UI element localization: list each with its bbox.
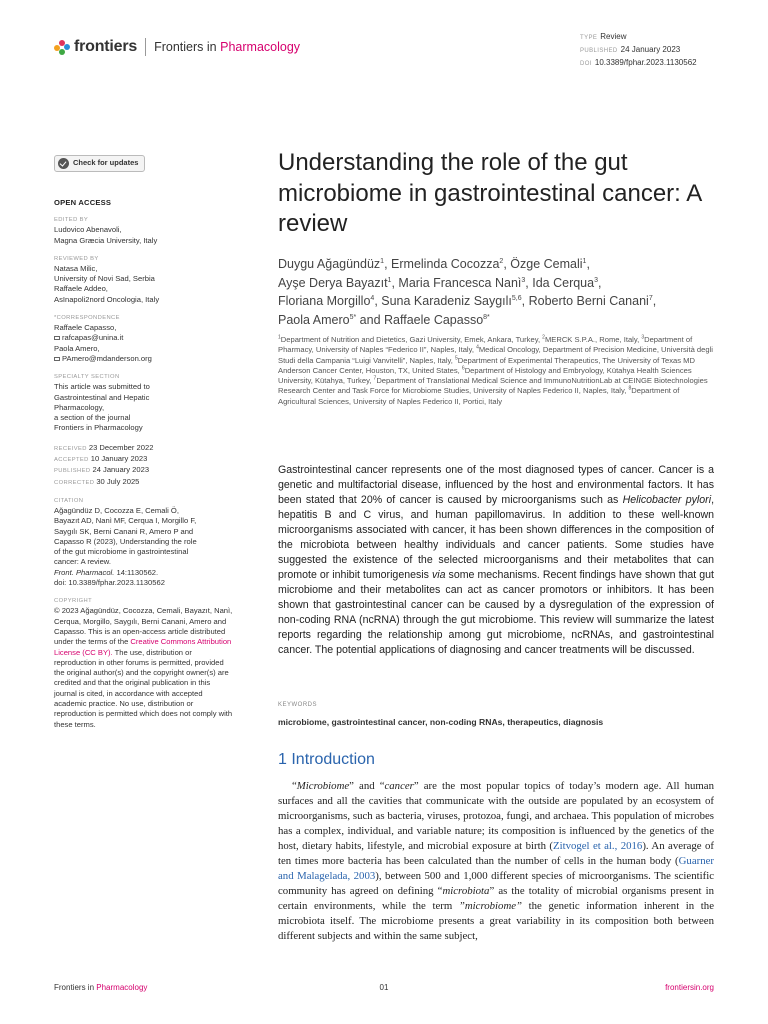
brand-divider [145,38,146,56]
keywords-label: KEYWORDS [278,702,318,708]
author[interactable]: Paola Amero$^{5*}$ [278,312,357,327]
page-number: 01 [379,983,389,992]
email-link-2[interactable]: PAmero@mdanderson.org [62,353,152,363]
introduction-text: “Microbiome” and “cancer” are the most popular topics of today’s modern age. All human surfaces and all the cavities that communicate with the outside are populated by an ecosystem of microorganisms, such as bacteria, viruses, protozoa, fungi, and archaea. This population of microbes has a complex, individual, and variable nature; its composition is influenced by the genetics of the host, dietary habits, lifestyle, and microbial exposure at birth (Zitvogel et al., 2016). An average of ten times more bacteria has been calculated than the number of cells in the human body (Guarner and Malagelada, 2003), between 500 and 1,000 different species of microorganisms. The scientific community has agreed on defining “microbiota” as the totality of microbial organisms present in certain environments, while the term ”microbiome” the genetic information inherent in the microbiota itself. The microbiome presents a great variability in its composition both between different subjects and within the same subject, [278,780,714,942]
author[interactable]: Maria Francesca Nanì$^3$ [398,275,526,290]
copyright: COPYRIGHT © 2023 Ağagündüz, Cocozza, Cemali, Bayazıt, Nanì, Cerqua, Morgillo, Saygılı, Berni Canani, Amero and Capasso. This is an open-access article distributed under the terms of the Creative Commons Attribution License (CC BY). The use, distribution or reproduction in other forums is permitted, provided the original author(s) and the copyright owner(s) are credited and that the original publication in this journal is cited, in accordance with accepted academic practice. No use, distribution or reproduction is permitted which does not comply with these terms. [54,598,233,729]
article-title: Understanding the role of the gut microbiome in gastrointestinal cancer: A review [278,149,701,237]
specialty-section: SPECIALTY SECTION This article was submitted to Gastrointestinal and Hepatic Pharmacology, a section of the journal Frontiers in Pharmacology [54,374,150,433]
article-sidebar [54,155,234,739]
mail-icon [54,357,60,361]
check-icon [58,158,69,169]
affiliations: $^1$Department of Nutrition and Dietetics, Gazi University, Emek, Ankara, Turkey, $^2$MERCK S.P.A., Rome, Italy, $^3$Department of Pharmacy, University of Naples “Federico II”, Naples, Italy, $^4$Medical Oncology, Department of Precision Medicine, Università degli Studi della Campania “Luigi Vanvitelli”, Naples, Italy, $^5$Department of Experimental Therapeutics, The University of Texas MD Anderson Cancer Center, Houston, TX, United States, $^6$Department of Histology and Embryology, Kütahya Health Sciences University, Kütahya, Turkey, $^7$Department of Translational Medical Science and ImmunoNutritionLab at CEINGE Biotechnologies Research Center and Task Force for Microbiome Studies, University of Naples Federico II, Naples, Italy, $^8$Department of Agricultural Sciences, University of Naples Federico II, Portici, Italy [278,334,713,406]
cc-by-license-link[interactable]: Creative Commons Attribution License (CC BY). [54,637,232,657]
reference-link[interactable]: Zitvogel et al., 2016 [552,840,643,852]
author-list: Duygu Ağagündüz$^1$, Ermelinda Cocozza$^2$, Özge Cemali$^1$, Ayşe Derya Bayazıt$^1$, Maria Francesca Nanì$^3$, Ida Cerqua$^3$, Floriana Morgillo$^4$, Suna Karadeniz Saygılı$^{5,6}$, Roberto Berni Canani$^7$, Paola Amero$^{5*}$ and Raffaele Capasso$^{8*}$ [278,257,657,327]
reviewed-by: REVIEWED BY Natasa Milic, University of Novi Sad, Serbia Raffaele Addeo, AsInapoli2nord Oncologia, Italy [54,255,160,304]
author[interactable]: Floriana Morgillo$^4$ [278,294,375,308]
author[interactable]: Özge Cemali$^1$ [510,257,587,271]
keywords: microbiome, gastrointestinal cancer, non-coding RNAs, therapeutics, diagnosis [278,717,604,727]
frontiers-logo-icon [54,39,70,55]
author[interactable]: Duygu Ağagündüz$^1$ [278,257,385,271]
author[interactable]: Ida Cerqua$^3$ [532,275,598,290]
article-dates: RECEIVED 23 December 2022 ACCEPTED 10 January 2023 PUBLISHED 24 January 2023 CORRECTED 30 July 2025 [54,442,154,486]
open-access-label: OPEN ACCESS [54,198,112,207]
correspondence: *CORRESPONDENCE Raffaele Capasso, rafcapas@unina.it Paola Amero, PAmero@mdanderson.org [54,315,152,363]
citation: CITATION Ağagündüz D, Cocozza E, Cemali Ö, Bayazıt AD, Nanì MF, Cerqua I, Morgillo F, Saygılı SK, Berni Canani R, Amero P and Capasso R (2023), Understanding the role of the gut microbiome in gastrointestinal cancer: A review. Front. Pharmacol. 14:1130562. doi: 10.3389/fphar.2023.1130562 [54,497,234,588]
doi-link[interactable]: 10.3389/fphar.2023.1130562 [594,58,697,67]
journal-name[interactable]: Frontiers in Pharmacology [154,40,301,54]
check-for-updates-button[interactable]: Check for updates [54,155,145,172]
edited-by: EDITED BY Ludovico Abenavoli, Magna Græcia University, Italy [54,217,158,245]
footer-journal[interactable]: Frontiers in Pharmacology [54,983,148,992]
brand-name[interactable]: frontiers [74,38,138,55]
author[interactable]: Ermelinda Cocozza$^2$ [391,257,504,271]
section-heading: 1 Introduction [278,751,375,768]
journal-header [54,38,300,56]
abstract: Gastrointestinal cancer represents one of the most diagnosed types of cancer. Cancer is a genetic and multifactorial disease, influenced by the host and environmental factors. It has been stated that 20% of cancer is caused by microorganisms such as Helicobacter pylori, hepatitis B and C virus, and human papillomavirus. In addition to these well-known microorganisms associated with cancer, it has been shown differences in the composition of the microbiota between healthy individuals and cancer patients. Some studies have suggested the existence of the selected microorganisms and their metabolites that can promote or inhibit tumorigenesis via some mechanisms. Recent findings have shown that gut microbiome and their metabolites can act as cancer promotors or inhibitors. It has been shown that gastrointestinal cancer can be caused by a dysregulation of the expression of non-coding RNA (ncRNA) through the gut microbiome. This review will summarize the latest reports regarding the relationship among gut microbiome, ncRNAs, and gastrointestinal cancer. The potential applications of diagnosing and cancer treatments will be discussed. [278,464,715,656]
footer-site-link[interactable]: frontiersin.org [665,983,714,992]
author[interactable]: Roberto Berni Canani$^7$ [528,294,653,308]
citation-doi[interactable]: doi: 10.3389/fphar.2023.1130562 [54,578,165,588]
email-link-1[interactable]: rafcapas@unina.it [62,333,124,343]
author[interactable]: Suna Karadeniz Saygılı$^{5,6}$ [381,294,522,308]
article-meta: TYPE Review PUBLISHED 24 January 2023 DOI 10.3389/fphar.2023.1130562 [580,32,697,67]
author[interactable]: Raffaele Capasso$^{8*}$ [384,312,490,327]
author[interactable]: Ayşe Derya Bayazıt$^1$ [278,275,392,290]
reference-link[interactable]: Guarner and Malagelada, 2003 [278,855,714,882]
mail-icon [54,336,60,340]
